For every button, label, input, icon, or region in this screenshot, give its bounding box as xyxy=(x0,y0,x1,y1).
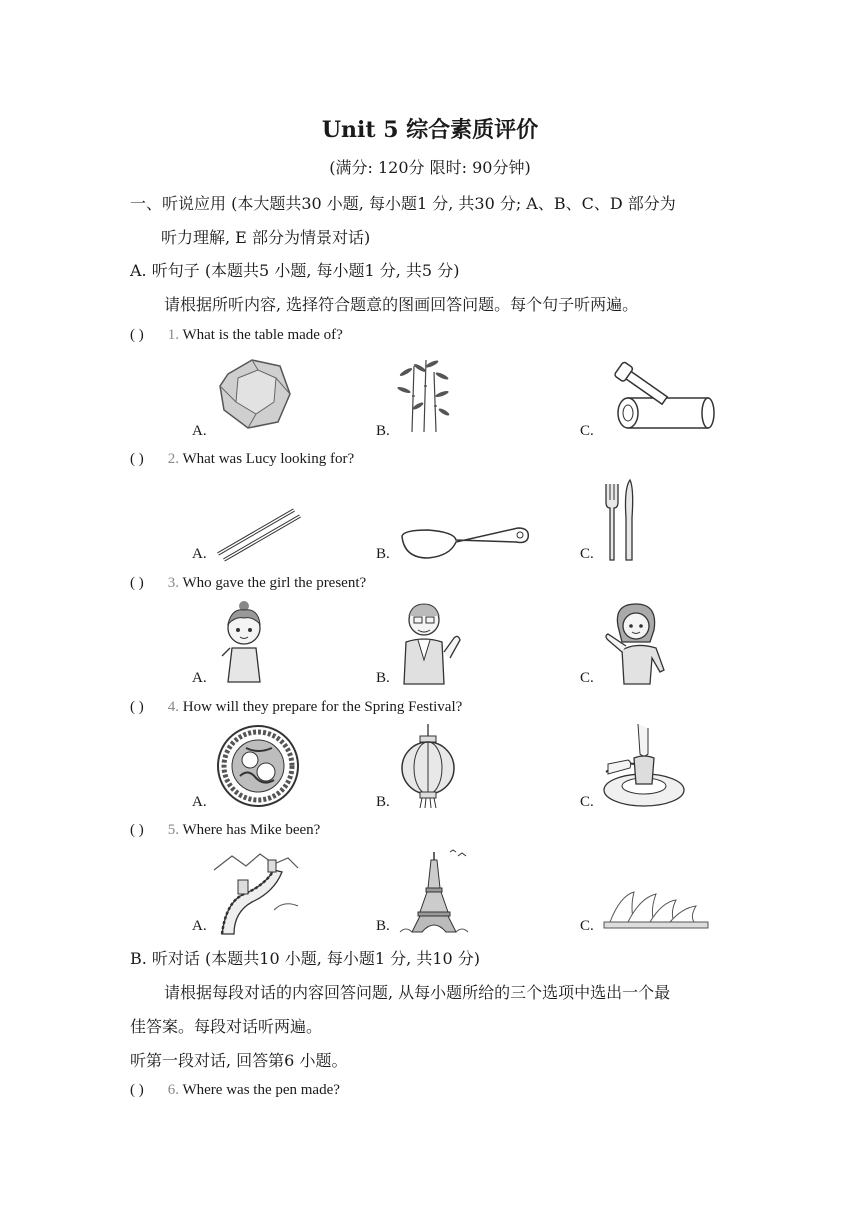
answer-blank[interactable]: ( ) xyxy=(130,575,144,591)
opera-house-icon xyxy=(604,888,708,932)
question-text: What was Lucy looking for? xyxy=(182,451,355,467)
option-a[interactable]: A. xyxy=(192,794,207,810)
stone-icon xyxy=(218,356,292,430)
answer-blank[interactable]: ( ) xyxy=(130,327,144,343)
girl-icon xyxy=(218,600,268,684)
option-c[interactable]: C. xyxy=(580,670,594,686)
bamboo-icon xyxy=(398,356,450,434)
partB-instruction-cont: 佳答案。每段对话听两遍。 xyxy=(130,1017,323,1036)
dialog1-label: 听第一段对话, 回答第6 小题。 xyxy=(130,1051,348,1070)
option-a[interactable]: A. xyxy=(192,670,207,686)
answer-blank[interactable]: ( ) xyxy=(130,1082,144,1098)
question-number: 1. xyxy=(167,327,179,343)
question-text: Where has Mike been? xyxy=(182,822,321,838)
question-4 xyxy=(130,699,462,716)
question-1 xyxy=(130,327,343,344)
option-b[interactable]: B. xyxy=(376,670,390,686)
grandpa-icon xyxy=(398,600,464,684)
question-number: 6. xyxy=(167,1082,179,1098)
question-2 xyxy=(130,451,354,468)
partA-instruction: 请根据所听内容, 选择符合题意的图画回答问题。每个句子听两遍。 xyxy=(164,295,639,314)
option-c[interactable]: C. xyxy=(580,546,594,562)
option-b[interactable]: B. xyxy=(376,918,390,934)
answer-blank[interactable]: ( ) xyxy=(130,699,144,715)
option-a[interactable]: A. xyxy=(192,546,207,562)
wood-log-icon xyxy=(612,364,718,430)
question-text: Where was the pen made? xyxy=(182,1082,340,1098)
option-c[interactable]: C. xyxy=(580,794,594,810)
question-number: 3. xyxy=(167,575,179,591)
question-3 xyxy=(130,575,366,592)
paper-cut-icon xyxy=(216,724,300,808)
question-text: What is the table made of? xyxy=(182,327,343,343)
option-b[interactable]: B. xyxy=(376,423,390,439)
great-wall-icon xyxy=(212,850,300,934)
woman-icon xyxy=(604,600,668,686)
fork-knife-icon xyxy=(602,478,636,564)
question-6 xyxy=(130,1082,340,1099)
partB-instruction: 请根据每段对话的内容回答问题, 从每小题所给的三个选项中选出一个最 xyxy=(164,983,671,1002)
option-a[interactable]: A. xyxy=(192,423,207,439)
section1-heading: 一、听说应用 (本大题共30 小题, 每小题1 分, 共30 分; A、B、C、D 部分为 xyxy=(130,194,676,213)
question-5 xyxy=(130,822,320,839)
spoon-icon xyxy=(398,518,532,564)
page-title: Unit 5 综合素质评价 xyxy=(321,117,539,143)
question-number: 4. xyxy=(167,699,179,715)
option-b[interactable]: B. xyxy=(376,794,390,810)
option-b[interactable]: B. xyxy=(376,546,390,562)
partA-heading: A. 听句子 (本题共5 小题, 每小题1 分, 共5 分) xyxy=(130,261,460,280)
page-subtitle: (满分: 120分 限时: 90分钟) xyxy=(329,158,531,177)
question-number: 2. xyxy=(167,451,179,467)
lantern-icon xyxy=(400,724,456,808)
answer-blank[interactable]: ( ) xyxy=(130,451,144,467)
answer-blank[interactable]: ( ) xyxy=(130,822,144,838)
chopsticks-icon xyxy=(214,506,302,562)
section1-heading-cont: 听力理解, E 部分为情景对话) xyxy=(161,228,371,247)
question-text: How will they prepare for the Spring Festival? xyxy=(182,699,463,715)
eiffel-tower-icon xyxy=(398,848,470,934)
question-number: 5. xyxy=(167,822,179,838)
pottery-icon xyxy=(604,724,688,810)
option-c[interactable]: C. xyxy=(580,918,594,934)
option-c[interactable]: C. xyxy=(580,423,594,439)
question-text: Who gave the girl the present? xyxy=(182,575,367,591)
partB-heading: B. 听对话 (本题共10 小题, 每小题1 分, 共10 分) xyxy=(130,949,481,968)
option-a[interactable]: A. xyxy=(192,918,207,934)
